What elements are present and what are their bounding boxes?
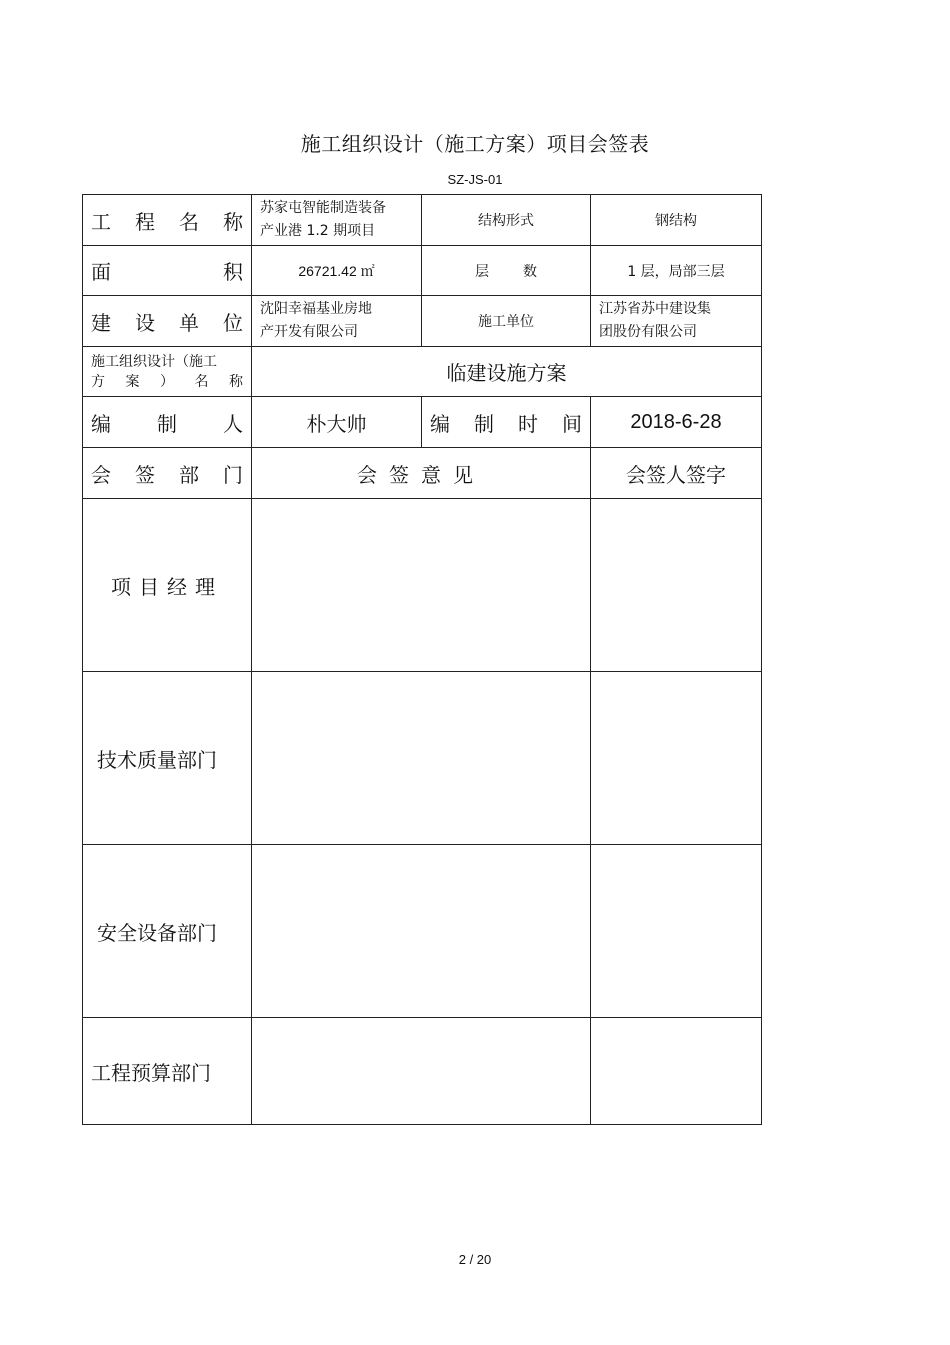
author-value: 朴大帅: [252, 397, 422, 448]
plan-name-label: [83, 347, 252, 397]
dept-header: 会签部门: [83, 448, 252, 499]
form-code: SZ-JS-01: [447, 172, 503, 187]
contractor-line2: 团股份有限公司: [599, 324, 697, 340]
signature-cell[interactable]: [591, 1018, 762, 1125]
date-value: 2018-6-28: [591, 397, 762, 448]
table-row: [83, 397, 762, 448]
builder-label: 建设单位: [83, 296, 252, 347]
table-row: [83, 347, 762, 397]
area-label: 面积: [83, 246, 252, 296]
structure-label: 结构形式: [422, 195, 591, 246]
table-row: [83, 448, 762, 499]
table-row: [83, 195, 762, 246]
table-row: [83, 845, 762, 1018]
builder-line1: 沈阳幸福基业房地: [260, 301, 372, 317]
opinion-cell[interactable]: [252, 672, 591, 845]
page-indicator: 2 / 20: [458, 1252, 492, 1267]
plan-name-label-line2: 方案）名称: [91, 373, 243, 390]
project-name-value: [252, 195, 422, 246]
table-row: [83, 672, 762, 845]
area-value: 26721.42 ㎡: [252, 246, 422, 296]
dept-name: 技术质量部门: [83, 672, 252, 845]
floors-label: 层数: [422, 246, 591, 296]
opinion-cell[interactable]: [252, 1018, 591, 1125]
structure-value: 钢结构: [591, 195, 762, 246]
contractor-line1: 江苏省苏中建设集: [599, 301, 711, 317]
signature-cell[interactable]: [591, 499, 762, 672]
builder-line2: 产开发有限公司: [260, 324, 358, 340]
opinion-header: 会签意见: [252, 448, 591, 499]
signature-cell[interactable]: [591, 672, 762, 845]
dept-name: 项目经理: [83, 499, 252, 672]
plan-name-label-line1: 施工组织设计（施工: [91, 353, 217, 370]
project-name-label: 工程名称: [83, 195, 252, 246]
signature-cell[interactable]: [591, 845, 762, 1018]
builder-value: [252, 296, 422, 347]
dept-name: 安全设备部门: [83, 845, 252, 1018]
dept-name: 工程预算部门: [83, 1018, 252, 1125]
contractor-value: [591, 296, 762, 347]
opinion-cell[interactable]: [252, 845, 591, 1018]
document-title: 施工组织设计（施工方案）项目会签表: [300, 132, 650, 156]
table-row: [83, 499, 762, 672]
table-row: [83, 296, 762, 347]
opinion-cell[interactable]: [252, 499, 591, 672]
table-row: [83, 246, 762, 296]
contractor-label: 施工单位: [422, 296, 591, 347]
plan-name-value: 临建设施方案: [252, 347, 762, 397]
project-name-line1: 苏家屯智能制造装备: [260, 200, 386, 216]
signoff-table: [82, 194, 762, 1125]
table-row: [83, 1018, 762, 1125]
signature-header: 会签人签字: [591, 448, 762, 499]
project-name-line2: 产业港 1.2 期项目: [260, 223, 376, 239]
author-label: 编制人: [83, 397, 252, 448]
date-label: 编制时间: [422, 397, 591, 448]
floors-value: 1 层，局部三层: [591, 246, 762, 296]
